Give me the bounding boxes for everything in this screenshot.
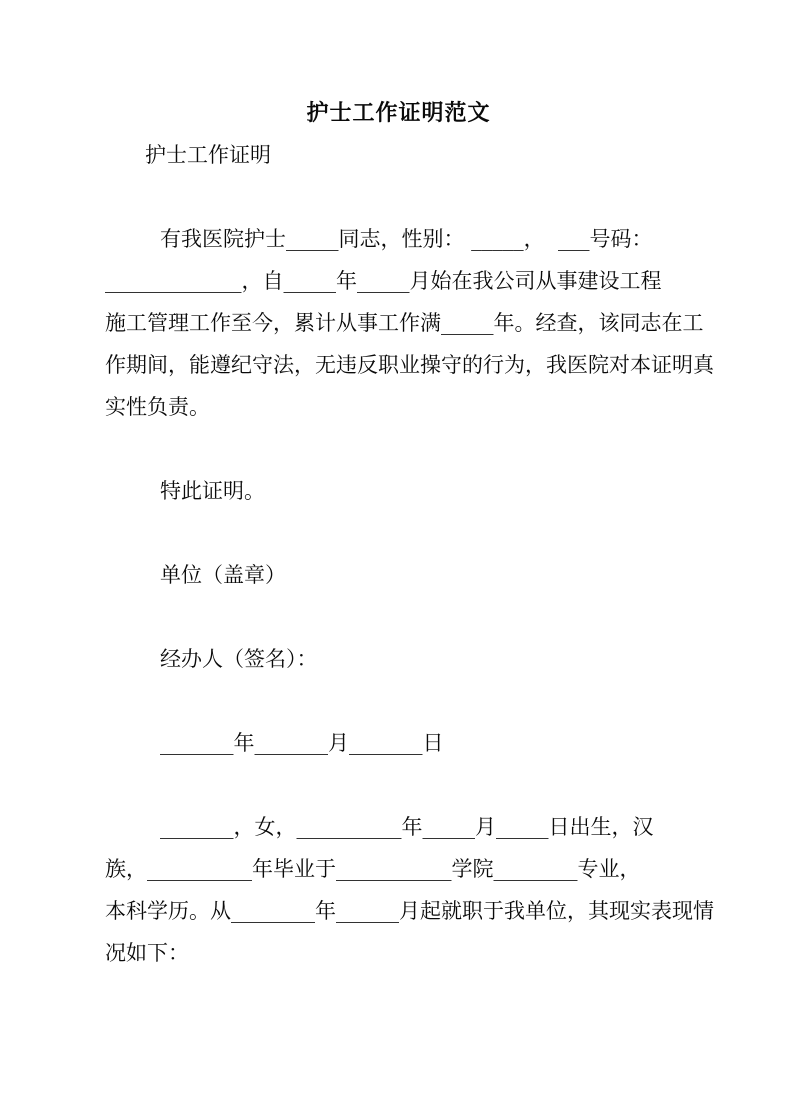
closing-statement: 特此证明。 [160, 479, 265, 503]
info-paragraph-line-2: 族，__________年毕业于___________学院________专业， [105, 857, 641, 881]
certificate-body-paragraph [105, 218, 714, 428]
info-paragraph-line-4: 况如下： [105, 941, 189, 965]
document-content [105, 92, 714, 974]
body-paragraph-line-2: _____________，自_____年_____月始在我公司从事建设工程 [105, 269, 662, 293]
handler-signature-line: 经办人（签名）： [160, 647, 318, 671]
body-paragraph-line-3: 施工管理工作至今，累计从事工作满_____年。经查，该同志在工 [105, 311, 704, 335]
document-subtitle: 护士工作证明 [145, 143, 271, 167]
unit-seal-line: 单位（盖章） [160, 563, 286, 587]
info-paragraph-line-3: 本科学历。从________年______月起就职于我单位，其现实表现情 [105, 899, 714, 923]
body-paragraph-line-5: 实性负责。 [105, 395, 210, 419]
body-paragraph-line-1: 有我医院护士_____同志，性别： _____， ___号码： [160, 227, 653, 251]
document-title: 护士工作证明范文 [306, 100, 491, 126]
body-paragraph-line-4: 作期间，能遵纪守法，无违反职业操守的行为，我医院对本证明真 [105, 353, 714, 377]
date-blank-line: _______年_______月_______日 [160, 731, 444, 755]
info-paragraph-line-1: _______，女，__________年_____月_____日出生，汉 [160, 815, 654, 839]
personal-info-paragraph [105, 806, 714, 974]
